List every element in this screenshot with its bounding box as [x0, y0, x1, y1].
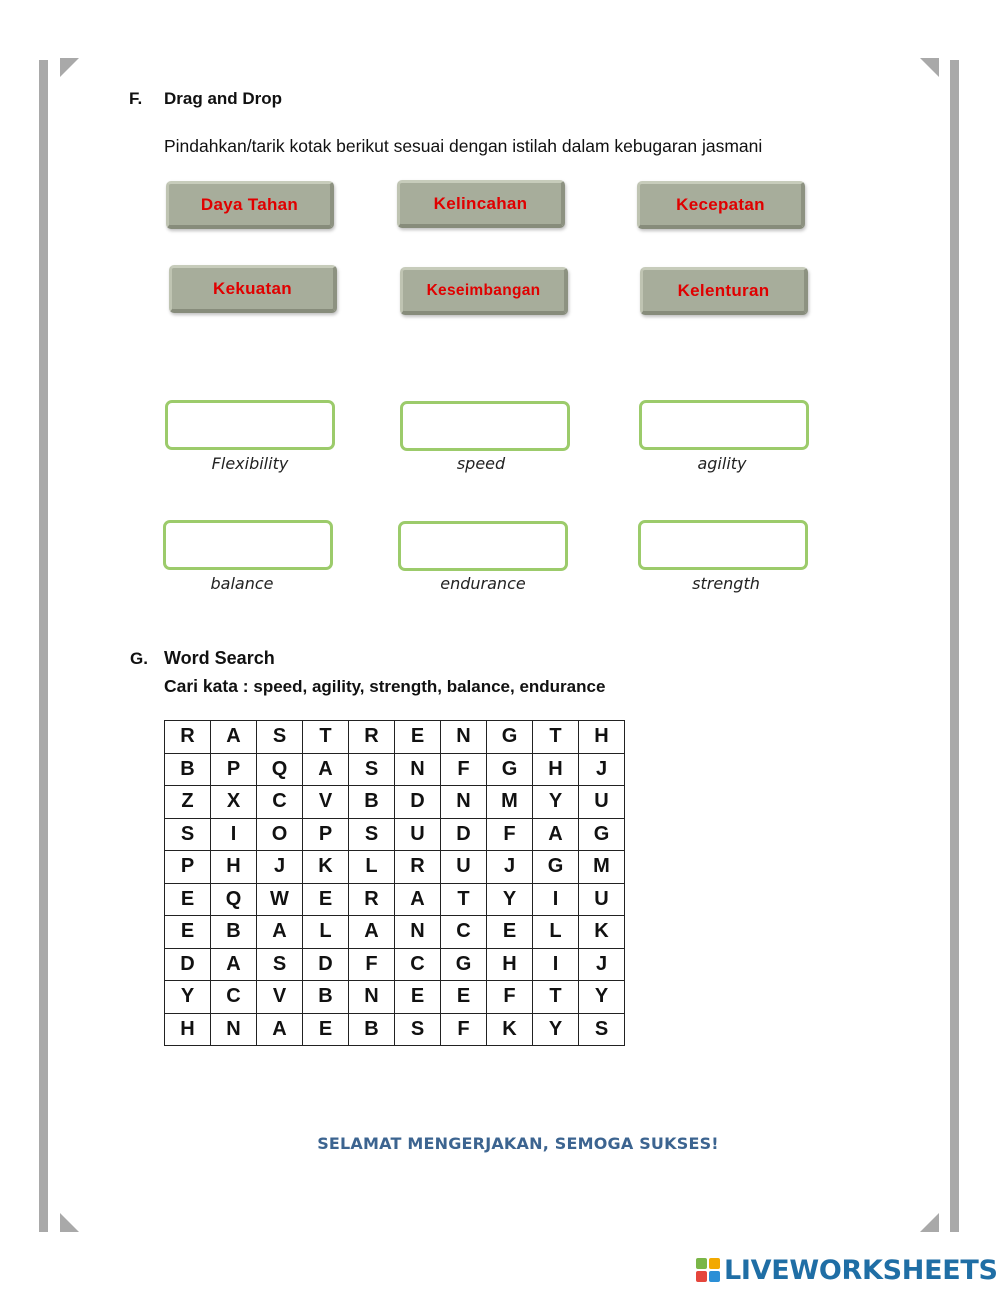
word-search-grid [164, 720, 625, 1046]
grid-cell[interactable]: E [441, 981, 487, 1014]
grid-cell[interactable]: D [441, 818, 487, 851]
grid-cell[interactable]: Q [257, 753, 303, 786]
grid-cell[interactable]: B [211, 916, 257, 949]
grid-cell[interactable]: B [165, 753, 211, 786]
grid-cell[interactable]: E [303, 883, 349, 916]
grid-cell[interactable]: R [349, 721, 395, 754]
grid-cell[interactable]: A [533, 818, 579, 851]
grid-cell[interactable]: R [349, 883, 395, 916]
corner-ornament-top-right [920, 58, 939, 77]
drop-label-agility: agility [697, 454, 747, 473]
drop-label-balance: balance [210, 574, 274, 593]
grid-cell[interactable]: A [211, 721, 257, 754]
corner-ornament-top-left [60, 58, 79, 77]
grid-cell[interactable]: U [395, 818, 441, 851]
logo-square-blue [709, 1271, 720, 1282]
grid-cell[interactable]: N [441, 721, 487, 754]
grid-cell[interactable]: T [441, 883, 487, 916]
grid-cell[interactable]: R [165, 721, 211, 754]
drag-tile-kekuatan[interactable]: Kekuatan [169, 265, 337, 313]
grid-cell[interactable]: A [211, 948, 257, 981]
grid-cell[interactable]: N [395, 753, 441, 786]
liveworksheets-wordmark: LIVEWORKSHEETS [724, 1254, 998, 1286]
grid-cell[interactable]: P [303, 818, 349, 851]
grid-cell[interactable]: G [579, 818, 625, 851]
grid-cell[interactable]: F [487, 818, 533, 851]
grid-cell[interactable]: S [257, 948, 303, 981]
grid-cell[interactable]: H [579, 721, 625, 754]
grid-cell[interactable]: U [441, 851, 487, 884]
grid-cell[interactable]: Y [533, 1013, 579, 1046]
grid-cell[interactable]: V [303, 786, 349, 819]
grid-cell[interactable]: N [349, 981, 395, 1014]
grid-cell[interactable]: J [579, 753, 625, 786]
grid-cell[interactable]: G [487, 753, 533, 786]
grid-cell[interactable]: B [349, 1013, 395, 1046]
grid-cell[interactable]: S [349, 753, 395, 786]
grid-cell[interactable]: C [211, 981, 257, 1014]
grid-cell[interactable]: K [579, 916, 625, 949]
grid-cell[interactable]: A [257, 916, 303, 949]
grid-cell[interactable]: A [395, 883, 441, 916]
grid-cell[interactable]: Y [579, 981, 625, 1014]
section-g-letter: G. [130, 649, 148, 668]
grid-cell[interactable]: E [165, 883, 211, 916]
logo-square-yellow [709, 1258, 720, 1269]
grid-cell[interactable]: S [395, 1013, 441, 1046]
grid-cell[interactable]: M [579, 851, 625, 884]
grid-cell[interactable]: G [487, 721, 533, 754]
grid-row [165, 753, 625, 786]
corner-ornament-bottom-left [60, 1213, 79, 1232]
grid-row [165, 883, 625, 916]
grid-cell[interactable]: G [441, 948, 487, 981]
drop-zone-speed[interactable] [400, 401, 570, 451]
grid-cell[interactable]: I [533, 948, 579, 981]
section-f-title: Drag and Drop [164, 89, 283, 108]
grid-cell[interactable]: D [165, 948, 211, 981]
grid-cell[interactable]: C [257, 786, 303, 819]
grid-cell[interactable]: O [257, 818, 303, 851]
grid-row [165, 916, 625, 949]
grid-cell[interactable]: C [395, 948, 441, 981]
grid-cell[interactable]: U [579, 883, 625, 916]
word-search-instruction [164, 676, 605, 697]
corner-ornament-bottom-right [920, 1213, 939, 1232]
grid-cell[interactable]: A [303, 753, 349, 786]
grid-cell[interactable]: F [487, 981, 533, 1014]
section-g-title: Word Search [164, 648, 275, 668]
grid-cell[interactable]: Q [211, 883, 257, 916]
drop-zone-endurance[interactable] [398, 521, 568, 571]
grid-cell[interactable]: Y [165, 981, 211, 1014]
grid-cell[interactable]: D [303, 948, 349, 981]
grid-row [165, 981, 625, 1014]
grid-cell[interactable]: P [211, 753, 257, 786]
grid-row [165, 818, 625, 851]
grid-cell[interactable]: P [165, 851, 211, 884]
drop-label-flexibility: Flexibility [211, 454, 289, 473]
grid-cell[interactable]: B [349, 786, 395, 819]
grid-cell[interactable]: E [395, 721, 441, 754]
grid-cell[interactable]: N [441, 786, 487, 819]
grid-cell[interactable]: H [487, 948, 533, 981]
grid-cell[interactable]: S [349, 818, 395, 851]
word-search-lead: Cari kata : [164, 676, 249, 696]
grid-cell[interactable]: U [579, 786, 625, 819]
word-search-word-list: speed, agility, strength, balance, endurance [253, 677, 606, 696]
drop-label-speed: speed [456, 454, 506, 473]
grid-cell[interactable]: R [395, 851, 441, 884]
drag-drop-instruction: Pindahkan/tarik kotak berikut sesuai dengan istilah dalam kebugaran jasmani [164, 136, 763, 156]
grid-cell[interactable]: E [487, 916, 533, 949]
closing-message: SELAMAT MENGERJAKAN, SEMOGA SUKSES! [317, 1134, 719, 1153]
grid-cell[interactable]: L [349, 851, 395, 884]
grid-cell[interactable]: L [533, 916, 579, 949]
grid-cell[interactable]: T [533, 981, 579, 1014]
grid-cell[interactable]: S [257, 721, 303, 754]
drop-label-endurance: endurance [440, 574, 526, 593]
grid-row [165, 948, 625, 981]
grid-cell[interactable]: I [533, 883, 579, 916]
grid-cell[interactable]: D [395, 786, 441, 819]
grid-row [165, 786, 625, 819]
grid-cell[interactable]: W [257, 883, 303, 916]
grid-cell[interactable]: X [211, 786, 257, 819]
grid-cell[interactable]: V [257, 981, 303, 1014]
grid-cell[interactable]: B [303, 981, 349, 1014]
grid-cell[interactable]: Y [487, 883, 533, 916]
grid-row [165, 851, 625, 884]
grid-cell[interactable]: K [303, 851, 349, 884]
grid-cell[interactable]: G [533, 851, 579, 884]
grid-cell[interactable]: T [303, 721, 349, 754]
page-frame-left-bar [39, 60, 48, 1232]
section-f-letter: F. [129, 89, 143, 108]
grid-cell[interactable]: M [487, 786, 533, 819]
liveworksheets-brand[interactable] [696, 1254, 998, 1286]
grid-cell[interactable]: S [579, 1013, 625, 1046]
grid-cell[interactable]: J [487, 851, 533, 884]
grid-cell[interactable]: C [441, 916, 487, 949]
grid-cell[interactable]: N [395, 916, 441, 949]
grid-cell[interactable]: Z [165, 786, 211, 819]
grid-cell[interactable]: Y [533, 786, 579, 819]
grid-cell[interactable]: S [165, 818, 211, 851]
grid-cell[interactable]: J [257, 851, 303, 884]
grid-cell[interactable]: F [349, 948, 395, 981]
grid-cell[interactable]: I [211, 818, 257, 851]
logo-square-green [696, 1258, 707, 1269]
grid-cell[interactable]: A [257, 1013, 303, 1046]
grid-cell[interactable]: T [533, 721, 579, 754]
grid-cell[interactable]: F [441, 753, 487, 786]
grid-cell[interactable]: L [303, 916, 349, 949]
grid-cell[interactable]: H [165, 1013, 211, 1046]
grid-cell[interactable]: E [165, 916, 211, 949]
drag-tile-keseimbangan[interactable]: Keseimbangan [400, 267, 568, 315]
drop-zone-balance[interactable] [163, 520, 333, 570]
grid-row [165, 1013, 625, 1046]
drag-tile-kecepatan[interactable]: Kecepatan [637, 181, 805, 229]
logo-square-red [696, 1271, 707, 1282]
grid-cell[interactable]: K [487, 1013, 533, 1046]
drag-tile-kelenturan[interactable]: Kelenturan [640, 267, 808, 315]
page-frame-right-bar [950, 60, 959, 1232]
grid-cell[interactable]: E [395, 981, 441, 1014]
drop-zone-strength[interactable] [638, 520, 808, 570]
grid-cell[interactable]: A [349, 916, 395, 949]
liveworksheets-logo-icon [696, 1258, 720, 1282]
grid-cell[interactable]: E [303, 1013, 349, 1046]
drop-zone-agility[interactable] [639, 400, 809, 450]
drop-label-strength: strength [692, 574, 760, 593]
drag-tile-daya-tahan[interactable]: Daya Tahan [166, 181, 334, 229]
drop-zone-flexibility[interactable] [165, 400, 335, 450]
grid-cell[interactable]: F [441, 1013, 487, 1046]
grid-row [165, 721, 625, 754]
drag-tile-kelincahan[interactable]: Kelincahan [397, 180, 565, 228]
grid-cell[interactable]: H [533, 753, 579, 786]
grid-cell[interactable]: N [211, 1013, 257, 1046]
grid-cell[interactable]: J [579, 948, 625, 981]
grid-cell[interactable]: H [211, 851, 257, 884]
